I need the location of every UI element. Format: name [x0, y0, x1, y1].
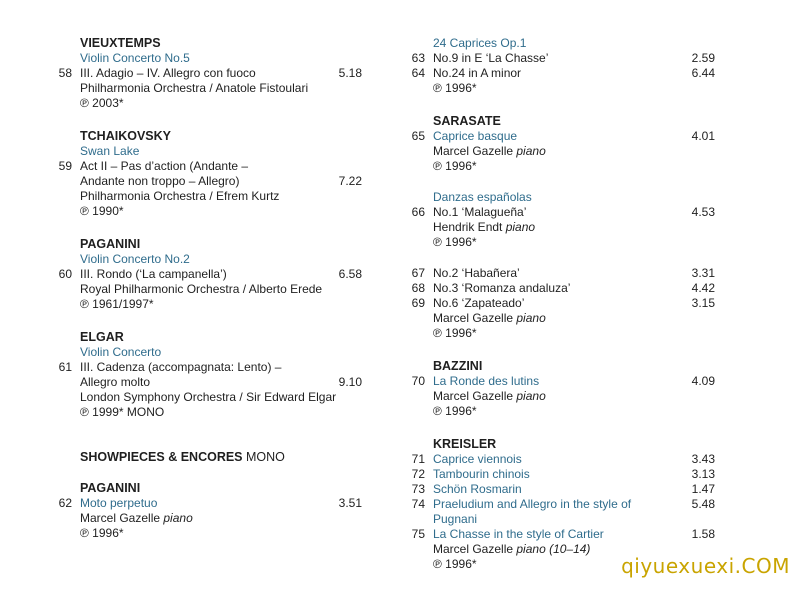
copyright-line: ℗ 1996* — [433, 326, 477, 340]
track-title: III. Rondo (‘La campanella’) — [80, 267, 227, 281]
track-number: 73 — [411, 482, 425, 496]
section-mono-label: MONO — [242, 450, 285, 464]
track-title: La Chasse in the style of Cartier — [433, 527, 604, 541]
performer-role: piano — [516, 311, 546, 325]
track-row — [405, 205, 715, 220]
track-title: No.2 ‘Habañera’ — [433, 266, 520, 280]
track-row — [405, 482, 715, 497]
copyright-line: ℗ 1999* MONO — [80, 405, 165, 419]
performer-credit — [52, 511, 362, 526]
track-row — [52, 267, 362, 282]
track-number: 75 — [411, 527, 425, 541]
performer-credit — [405, 144, 715, 159]
performer-name: Marcel Gazelle — [433, 542, 514, 556]
work-title: Violin Concerto No.2 — [80, 252, 190, 266]
track-title: Andante non troppo – Allegro) — [80, 174, 240, 188]
track-row — [405, 467, 715, 482]
track-duration: 1.58 — [691, 527, 715, 541]
track-title: Caprice viennois — [433, 452, 522, 466]
track-duration: 3.51 — [338, 496, 362, 510]
track-row — [405, 374, 715, 389]
watermark-logo: qiyuexuexi.COM — [621, 554, 790, 578]
track-row — [405, 129, 715, 144]
track-row — [405, 452, 715, 467]
work-title: Swan Lake — [80, 144, 140, 158]
track-duration: 5.48 — [691, 497, 715, 511]
composer-heading: TCHAIKOVSKY — [80, 129, 171, 143]
composer-heading: KREISLER — [433, 437, 497, 451]
track-duration: 4.42 — [691, 281, 715, 295]
track-row — [405, 281, 715, 296]
track-title: Moto perpetuo — [80, 496, 158, 510]
track-number: 62 — [58, 496, 72, 510]
track-number: 65 — [411, 129, 425, 143]
track-duration: 9.10 — [338, 375, 362, 389]
performer-role: piano — [163, 511, 193, 525]
track-title: Praeludium and Allegro in the style of Pugnani — [433, 497, 632, 526]
track-title: Act II – Pas d’action (Andante – — [80, 159, 249, 173]
composer-heading: SARASATE — [433, 114, 501, 128]
track-duration: 5.18 — [338, 66, 362, 80]
track-number: 74 — [411, 497, 425, 511]
track-row — [405, 51, 715, 66]
track-row — [52, 360, 362, 375]
track-number: 64 — [411, 66, 425, 80]
track-title: Schön Rosmarin — [433, 482, 522, 496]
track-number: 58 — [58, 66, 72, 80]
performer-name: Marcel Gazelle — [433, 144, 514, 158]
track-title: No.1 ‘Malagueña’ — [433, 205, 527, 219]
track-title: III. Cadenza (accompagnata: Lento) – — [80, 360, 282, 374]
track-duration: 3.31 — [691, 266, 715, 280]
copyright-line: ℗ 1996* — [80, 526, 124, 540]
work-title: Violin Concerto — [80, 345, 162, 359]
track-row — [52, 496, 362, 511]
copyright-line: ℗ 2003* — [80, 96, 124, 110]
track-row — [405, 296, 715, 311]
work-title: 24 Caprices Op.1 — [433, 36, 527, 50]
track-title: III. Adagio – IV. Allegro con fuoco — [80, 66, 256, 80]
composer-heading: PAGANINI — [80, 481, 141, 495]
track-number: 63 — [411, 51, 425, 65]
track-duration: 3.13 — [691, 467, 715, 481]
track-number: 60 — [58, 267, 72, 281]
copyright-line: ℗ 1961/1997* — [80, 297, 154, 311]
track-title: No.3 ‘Romanza andaluza’ — [433, 281, 571, 295]
section-title: SHOWPIECES & ENCORES — [80, 450, 243, 464]
performer-credit: Philharmonia Orchestra / Efrem Kurtz — [80, 189, 280, 203]
track-number: 71 — [411, 452, 425, 466]
composer-heading: BAZZINI — [433, 359, 483, 373]
track-duration: 4.09 — [691, 374, 715, 388]
performer-name: Hendrik Endt — [433, 220, 503, 234]
track-row-continued — [52, 375, 362, 390]
copyright-line: ℗ 1996* — [433, 557, 477, 571]
track-row — [405, 497, 715, 527]
performer-name: Marcel Gazelle — [433, 389, 514, 403]
performer-credit: Royal Philharmonic Orchestra / Alberto Erede — [80, 282, 323, 296]
track-row — [52, 159, 362, 174]
track-number: 59 — [58, 159, 72, 173]
performer-role: piano (10–14) — [516, 542, 591, 556]
performer-credit — [405, 389, 715, 404]
track-number: 61 — [58, 360, 72, 374]
composer-heading: PAGANINI — [80, 237, 141, 251]
track-title: Allegro molto — [80, 375, 151, 389]
track-number: 66 — [411, 205, 425, 219]
track-duration: 7.22 — [338, 174, 362, 188]
right-column — [405, 34, 715, 572]
track-title: Tambourin chinois — [433, 467, 530, 481]
copyright-line: ℗ 1996* — [433, 81, 477, 95]
track-title: No.6 ‘Zapateado’ — [433, 296, 525, 310]
track-duration: 4.53 — [691, 205, 715, 219]
composer-heading: ELGAR — [80, 330, 124, 344]
track-number: 68 — [411, 281, 425, 295]
track-duration: 6.44 — [691, 66, 715, 80]
track-row — [405, 527, 715, 542]
track-duration: 3.43 — [691, 452, 715, 466]
track-duration: 2.59 — [691, 51, 715, 65]
track-row — [405, 66, 715, 81]
track-duration: 6.58 — [338, 267, 362, 281]
performer-role: piano — [505, 220, 536, 234]
copyright-line: ℗ 1996* — [433, 235, 477, 249]
track-duration: 1.47 — [691, 482, 715, 496]
left-column — [52, 34, 362, 541]
work-title: Danzas españolas — [433, 190, 532, 204]
performer-credit — [405, 311, 715, 326]
work-title: Violin Concerto No.5 — [80, 51, 190, 65]
performer-name: Marcel Gazelle — [80, 511, 161, 525]
performer-credit — [405, 220, 715, 235]
track-title: No.9 in E ‘La Chasse’ — [433, 51, 549, 65]
track-title: No.24 in A minor — [433, 66, 522, 80]
performer-role: piano — [516, 389, 546, 403]
performer-credit: London Symphony Orchestra / Sir Edward Elgar — [80, 390, 337, 404]
copyright-line: ℗ 1996* — [433, 404, 477, 418]
copyright-line: ℗ 1996* — [433, 159, 477, 173]
track-duration: 4.01 — [691, 129, 715, 143]
section-heading — [52, 450, 362, 465]
composer-heading: VIEUXTEMPS — [80, 36, 161, 50]
performer-name: Marcel Gazelle — [433, 311, 514, 325]
track-number: 67 — [411, 266, 425, 280]
track-title: Caprice basque — [433, 129, 518, 143]
performer-credit: Philharmonia Orchestra / Anatole Fistoulari — [80, 81, 309, 95]
track-number: 70 — [411, 374, 425, 388]
track-number: 72 — [411, 467, 425, 481]
track-row — [405, 266, 715, 281]
performer-role: piano — [516, 144, 546, 158]
track-duration: 3.15 — [691, 296, 715, 310]
copyright-line: ℗ 1990* — [80, 204, 124, 218]
track-title: La Ronde des lutins — [433, 374, 540, 388]
track-number: 69 — [411, 296, 425, 310]
track-row-continued — [52, 174, 362, 189]
track-row — [52, 66, 362, 81]
